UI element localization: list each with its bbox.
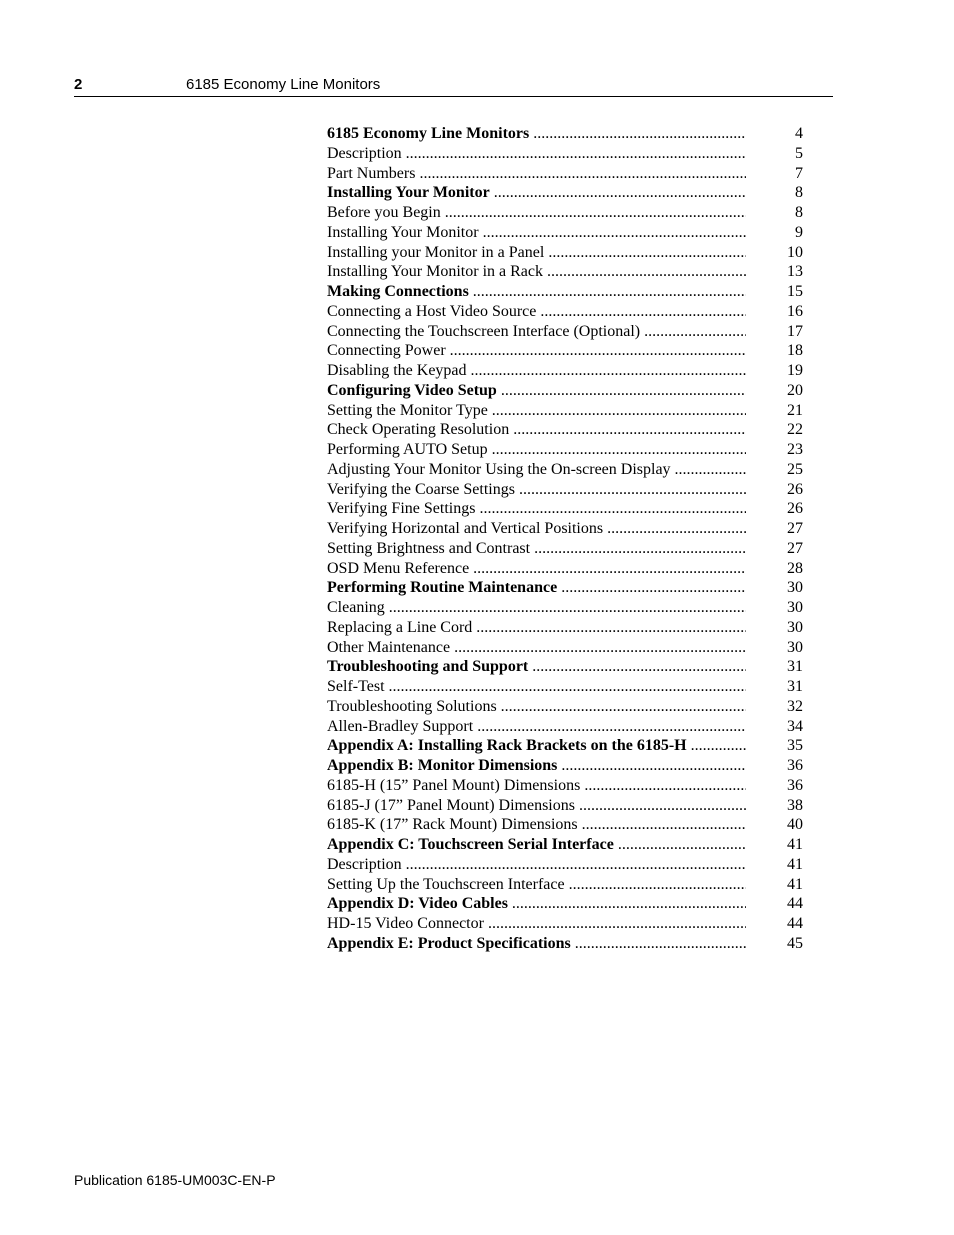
toc-entry-page: 15 xyxy=(787,283,803,300)
toc-entry-title: 6185-H (15” Panel Mount) Dimensions xyxy=(327,776,581,794)
toc-entry[interactable] xyxy=(327,322,833,342)
running-header xyxy=(74,76,833,97)
toc-entry[interactable] xyxy=(327,618,833,638)
toc-entry-page: 8 xyxy=(795,184,803,202)
toc-entry-title: HD-15 Video Connector xyxy=(327,915,484,932)
toc-entry[interactable] xyxy=(327,302,833,322)
toc-entry-page: 30 xyxy=(787,638,803,656)
toc-entry-page: 34 xyxy=(787,717,803,735)
toc-entry-page: 41 xyxy=(787,855,803,873)
toc-section-entry[interactable] xyxy=(327,835,833,855)
toc-entry[interactable] xyxy=(327,519,833,539)
toc-entry-leader xyxy=(327,302,746,322)
toc-entry-title: Self-Test xyxy=(327,678,385,695)
toc-entry-page: 36 xyxy=(787,757,803,774)
toc-entry-page: 16 xyxy=(787,302,803,320)
toc-entry-title: Part Numbers xyxy=(327,164,416,182)
toc-entry[interactable] xyxy=(327,203,833,223)
toc-entry-page: 17 xyxy=(787,322,803,340)
toc-entry-page: 21 xyxy=(787,401,803,419)
toc-entry-page: 44 xyxy=(787,915,803,932)
toc-entry-title: Configuring Video Setup xyxy=(327,381,497,399)
toc-entry[interactable] xyxy=(327,341,833,361)
toc-entry-leader xyxy=(327,677,746,697)
toc-entry-leader xyxy=(327,262,746,282)
toc-entry-title: Description xyxy=(327,855,402,873)
toc-entry-leader xyxy=(327,203,746,223)
toc-entry-title: Description xyxy=(327,144,402,162)
toc-entry[interactable] xyxy=(327,815,833,835)
toc-entry[interactable] xyxy=(327,914,833,934)
toc-entry-page: 41 xyxy=(787,875,803,893)
toc-entry-page: 35 xyxy=(787,737,803,755)
toc-entry-leader xyxy=(327,440,746,460)
toc-entry-page: 19 xyxy=(787,362,803,379)
toc-entry[interactable] xyxy=(327,440,833,460)
toc-entry-title: Installing your Monitor in a Panel xyxy=(327,243,545,261)
toc-entry[interactable] xyxy=(327,262,833,282)
toc-entry-page: 30 xyxy=(787,599,803,616)
toc-section-entry[interactable] xyxy=(327,657,833,677)
toc-entry-leader xyxy=(327,322,746,342)
toc-entry-title: OSD Menu Reference xyxy=(327,559,470,577)
toc-entry-title: Verifying the Coarse Settings xyxy=(327,480,515,498)
toc-entry-title: Appendix D: Video Cables xyxy=(327,895,508,913)
toc-entry-leader xyxy=(327,282,746,302)
toc-entry-title: Connecting a Host Video Source xyxy=(327,302,537,320)
toc-entry-leader xyxy=(327,796,746,816)
toc-entry-title: Installing Your Monitor in a Rack xyxy=(327,263,543,281)
toc-entry-title: Appendix E: Product Specifications xyxy=(327,934,571,952)
toc-entry-title: Performing AUTO Setup xyxy=(327,441,488,458)
toc-entry-page: 30 xyxy=(787,618,803,636)
toc-entry-leader xyxy=(327,420,746,440)
toc-section-entry[interactable] xyxy=(327,381,833,401)
toc-section-entry[interactable] xyxy=(327,578,833,598)
toc-entry-page: 27 xyxy=(787,520,803,537)
toc-entry-page: 27 xyxy=(787,539,803,557)
toc-entry-title: Setting Brightness and Contrast xyxy=(327,539,531,557)
toc-entry[interactable] xyxy=(327,875,833,895)
toc-entry-title: Verifying Fine Settings xyxy=(327,500,476,518)
toc-entry-leader xyxy=(327,914,746,934)
toc-entry[interactable] xyxy=(327,697,833,717)
toc-entry-title: Replacing a Line Cord xyxy=(327,618,473,636)
toc-entry-leader xyxy=(327,223,746,243)
toc-entry-leader xyxy=(327,598,746,618)
document-title: 6185 Economy Line Monitors xyxy=(186,76,381,93)
toc-entry-leader xyxy=(327,934,746,954)
toc-entry-page: 44 xyxy=(787,895,803,913)
toc-entry-page: 40 xyxy=(787,816,803,834)
toc-entry[interactable] xyxy=(327,401,833,421)
toc-entry-leader xyxy=(327,894,746,914)
toc-entry[interactable] xyxy=(327,223,833,243)
toc-entry[interactable] xyxy=(327,638,833,658)
toc-entry-leader xyxy=(327,183,746,203)
toc-entry-title: 6185-J (17” Panel Mount) Dimensions xyxy=(327,796,575,814)
toc-entry-leader xyxy=(327,638,746,658)
toc-entry-page: 32 xyxy=(787,697,803,715)
toc-entry[interactable] xyxy=(327,796,833,816)
toc-entry-leader xyxy=(327,559,746,579)
toc-entry-title: 6185-K (17” Rack Mount) Dimensions xyxy=(327,816,578,834)
toc-entry-title: Troubleshooting Solutions xyxy=(327,697,497,715)
toc-entry-leader xyxy=(327,756,746,776)
toc-entry[interactable] xyxy=(327,420,833,440)
toc-section-entry[interactable] xyxy=(327,934,833,954)
toc-entry[interactable] xyxy=(327,243,833,263)
toc-entry-page: 45 xyxy=(787,934,803,952)
toc-entry-title: Appendix B: Monitor Dimensions xyxy=(327,757,558,774)
toc-entry[interactable] xyxy=(327,717,833,737)
toc-entry-leader xyxy=(327,361,746,381)
toc-entry-page: 20 xyxy=(787,381,803,399)
toc-entry-leader xyxy=(327,499,746,519)
toc-entry-title: Setting the Monitor Type xyxy=(327,401,488,419)
toc-entry-leader xyxy=(327,480,746,500)
toc-entry[interactable] xyxy=(327,460,833,480)
page-number: 2 xyxy=(74,76,83,93)
toc-entry-page: 38 xyxy=(787,796,803,814)
toc-section-entry[interactable] xyxy=(327,183,833,203)
toc-entry[interactable] xyxy=(327,164,833,184)
toc-entry-leader xyxy=(327,164,746,184)
toc-entry-leader xyxy=(327,401,746,421)
toc-entry-page: 8 xyxy=(795,204,803,221)
toc-entry-title: Allen-Bradley Support xyxy=(327,717,474,735)
toc-entry-title: Adjusting Your Monitor Using the On-screen Display xyxy=(327,460,671,478)
toc-entry-leader xyxy=(327,835,746,855)
toc-entry-page: 31 xyxy=(787,658,803,676)
toc-entry-title: Connecting the Touchscreen Interface (Optional) xyxy=(327,322,641,340)
toc-entry-title: Setting Up the Touchscreen Interface xyxy=(327,875,565,893)
toc-entry-title: Troubleshooting and Support xyxy=(327,658,529,676)
toc-entry[interactable] xyxy=(327,677,833,697)
toc-section-entry[interactable] xyxy=(327,736,833,756)
toc-entry-page: 25 xyxy=(787,460,803,478)
toc-entry[interactable] xyxy=(327,144,833,164)
toc-entry-leader xyxy=(327,875,746,895)
toc-entry-page: 13 xyxy=(787,263,803,281)
toc-entry-page: 31 xyxy=(787,678,803,695)
toc-entry-title: Connecting Power xyxy=(327,342,446,360)
toc-entry-leader xyxy=(327,815,746,835)
toc-entry-title: 6185 Economy Line Monitors xyxy=(327,125,530,142)
toc-entry-title: Making Connections xyxy=(327,283,469,300)
toc-entry-title: Before you Begin xyxy=(327,204,441,221)
toc-entry[interactable] xyxy=(327,361,833,381)
toc-entry-page: 23 xyxy=(787,441,803,458)
toc-entry-page: 26 xyxy=(787,500,803,518)
toc-entry-page: 28 xyxy=(787,559,803,577)
toc-entry-page: 4 xyxy=(795,125,803,142)
toc-section-entry[interactable] xyxy=(327,282,833,302)
toc-entry-title: Installing Your Monitor xyxy=(327,184,490,202)
toc-entry[interactable] xyxy=(327,598,833,618)
toc-entry-leader xyxy=(327,736,746,756)
toc-entry-title: Check Operating Resolution xyxy=(327,421,510,439)
toc-entry-title: Appendix C: Touchscreen Serial Interface xyxy=(327,836,614,853)
toc-entry[interactable] xyxy=(327,539,833,559)
toc-entry-page: 9 xyxy=(795,223,803,241)
toc-entry-title: Performing Routine Maintenance xyxy=(327,579,558,597)
toc-entry-title: Disabling the Keypad xyxy=(327,362,467,379)
toc-entry-leader xyxy=(327,855,746,875)
toc-entry-leader xyxy=(327,618,746,638)
toc-entry-leader xyxy=(327,657,746,677)
toc-entry-title: Cleaning xyxy=(327,599,385,616)
toc-entry-leader xyxy=(327,124,746,144)
toc-entry-leader xyxy=(327,717,746,737)
publication-footer: Publication 6185-UM003C-EN-P xyxy=(74,1172,276,1188)
toc-entry-leader xyxy=(327,519,746,539)
toc-entry-leader xyxy=(327,578,746,598)
toc-entry-title: Verifying Horizontal and Vertical Positions xyxy=(327,520,604,537)
toc-entry-leader xyxy=(327,539,746,559)
toc-entry-leader xyxy=(327,697,746,717)
toc-entry-title: Appendix A: Installing Rack Brackets on the 6185-H xyxy=(327,737,687,755)
toc-entry-page: 26 xyxy=(787,480,803,498)
toc-entry-leader xyxy=(327,776,746,796)
toc-entry-page: 18 xyxy=(787,342,803,360)
toc-entry[interactable] xyxy=(327,499,833,519)
toc-entry[interactable] xyxy=(327,855,833,875)
toc-entry-leader xyxy=(327,243,746,263)
toc-entry[interactable] xyxy=(327,480,833,500)
toc-entry-title: Other Maintenance xyxy=(327,638,451,656)
toc-entry-page: 10 xyxy=(787,243,803,261)
toc-entry-title: Installing Your Monitor xyxy=(327,223,479,241)
toc-entry-page: 41 xyxy=(787,836,803,853)
toc-entry-page: 7 xyxy=(795,164,803,182)
toc-entry-page: 36 xyxy=(787,776,803,794)
toc-entry[interactable] xyxy=(327,559,833,579)
toc-entry-leader xyxy=(327,460,746,480)
toc-entry-page: 30 xyxy=(787,579,803,597)
toc-section-entry[interactable] xyxy=(327,756,833,776)
toc-section-entry[interactable] xyxy=(327,124,833,144)
toc-entry-page: 5 xyxy=(795,144,803,162)
toc-section-entry[interactable] xyxy=(327,894,833,914)
table-of-contents xyxy=(327,124,833,954)
toc-entry[interactable] xyxy=(327,776,833,796)
toc-entry-leader xyxy=(327,144,746,164)
toc-entry-leader xyxy=(327,341,746,361)
toc-entry-leader xyxy=(327,381,746,401)
toc-entry-page: 22 xyxy=(787,421,803,439)
